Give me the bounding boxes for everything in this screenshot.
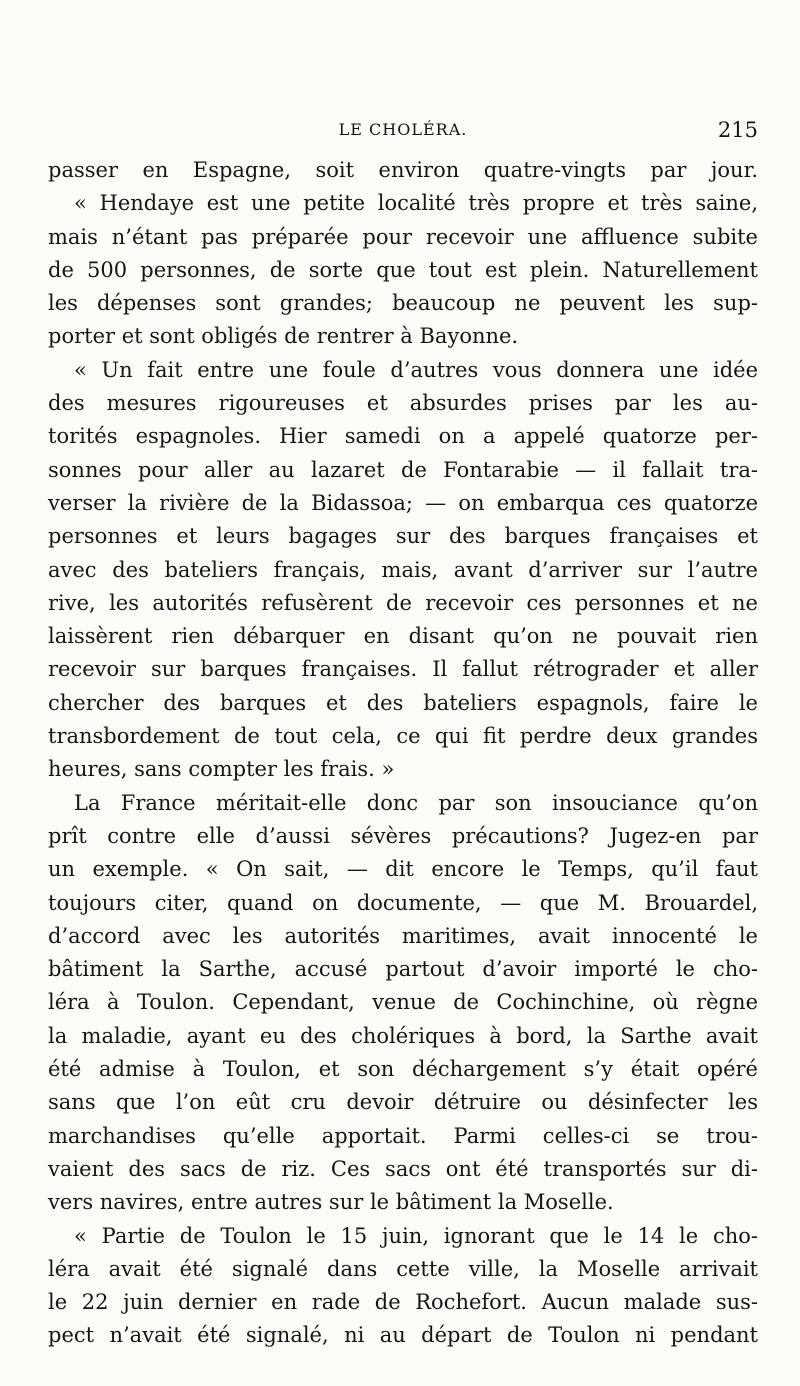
text-line: le 22 juin dernier en rade de Rochefort. Aucun malade sus- bbox=[48, 1290, 758, 1315]
text-line: vers navires, entre autres sur le bâtiment la Moselle. bbox=[48, 1190, 614, 1215]
text-line: toujours citer, quand on documente, — que M. Brouardel, bbox=[48, 890, 758, 915]
text-line: sans que l’on eût cru devoir détruire ou désinfecter les bbox=[48, 1090, 758, 1115]
text-line: verser la rivière de la Bidassoa; — on embarqua ces quatorze bbox=[48, 490, 758, 515]
text-line: léra à Toulon. Cependant, venue de Cochinchine, où règne bbox=[48, 990, 758, 1015]
page-header bbox=[48, 118, 758, 148]
text-line: porter et sont obligés de rentrer à Bayonne. bbox=[48, 324, 519, 349]
text-line: mais n’étant pas préparée pour recevoir une affluence subite bbox=[48, 224, 758, 249]
text-line: les dépenses sont grandes; beaucoup ne peuvent les sup- bbox=[48, 291, 758, 316]
text-line: un exemple. « On sait, — dit encore le Temps, qu’il faut bbox=[48, 857, 758, 882]
text-line: des mesures rigoureuses et absurdes prises par les au- bbox=[48, 391, 758, 416]
text-line: sonnes pour aller au lazaret de Fontarabie — il fallait tra- bbox=[48, 457, 758, 482]
text-line: la maladie, ayant eu des cholériques à bord, la Sarthe avait bbox=[48, 1023, 758, 1048]
text-line: « Un fait entre une foule d’autres vous donnera une idée bbox=[74, 357, 758, 382]
text-line: recevoir sur barques françaises. Il fallut rétrograder et aller bbox=[48, 657, 758, 682]
running-title: LE CHOLÉRA. bbox=[338, 120, 468, 139]
text-line: marchandises qu’elle apportait. Parmi celles-ci se trou- bbox=[48, 1123, 758, 1148]
text-line: d’accord avec les autorités maritimes, avait innocenté le bbox=[48, 923, 758, 948]
page-number: 215 bbox=[717, 118, 758, 142]
text-line: laissèrent rien débarquer en disant qu’on ne pouvait rien bbox=[48, 624, 758, 649]
text-line: léra avait été signalé dans cette ville, la Moselle arrivait bbox=[48, 1256, 758, 1281]
text-line: transbordement de tout cela, ce qui fit perdre deux grandes bbox=[48, 724, 758, 749]
text-line: torités espagnoles. Hier samedi on a appelé quatorze per- bbox=[48, 424, 758, 449]
text-line: chercher des barques et des bateliers espagnols, faire le bbox=[48, 690, 758, 715]
text-line: personnes et leurs bagages sur des barques françaises et bbox=[48, 524, 758, 549]
text-line: avec des bateliers français, mais, avant d’arriver sur l’autre bbox=[48, 557, 758, 582]
text-line: « Partie de Toulon le 15 juin, ignorant que le 14 le cho- bbox=[74, 1223, 758, 1248]
text-line: bâtiment la Sarthe, accusé partout d’avoir importé le cho- bbox=[48, 957, 758, 982]
text-line: été admise à Toulon, et son déchargement s’y était opéré bbox=[48, 1057, 758, 1082]
text-line: prît contre elle d’aussi sévères précautions? Jugez-en par bbox=[48, 823, 758, 848]
text-line: rive, les autorités refusèrent de recevoir ces personnes et ne bbox=[48, 590, 758, 615]
text-line: « Hendaye est une petite localité très propre et très saine, bbox=[74, 191, 758, 216]
text-line: passer en Espagne, soit environ quatre-vingts par jour. bbox=[48, 158, 758, 182]
body-text bbox=[48, 154, 758, 1353]
text-line: pect n’avait été signalé, ni au départ de Toulon ni pendant bbox=[48, 1323, 758, 1348]
text-line: vaient des sacs de riz. Ces sacs ont été transportés sur di- bbox=[48, 1156, 758, 1181]
text-line: La France méritait-elle donc par son insouciance qu’on bbox=[74, 790, 758, 815]
text-line: de 500 personnes, de sorte que tout est plein. Naturellement bbox=[48, 257, 758, 282]
text-line: heures, sans compter les frais. » bbox=[48, 757, 395, 782]
